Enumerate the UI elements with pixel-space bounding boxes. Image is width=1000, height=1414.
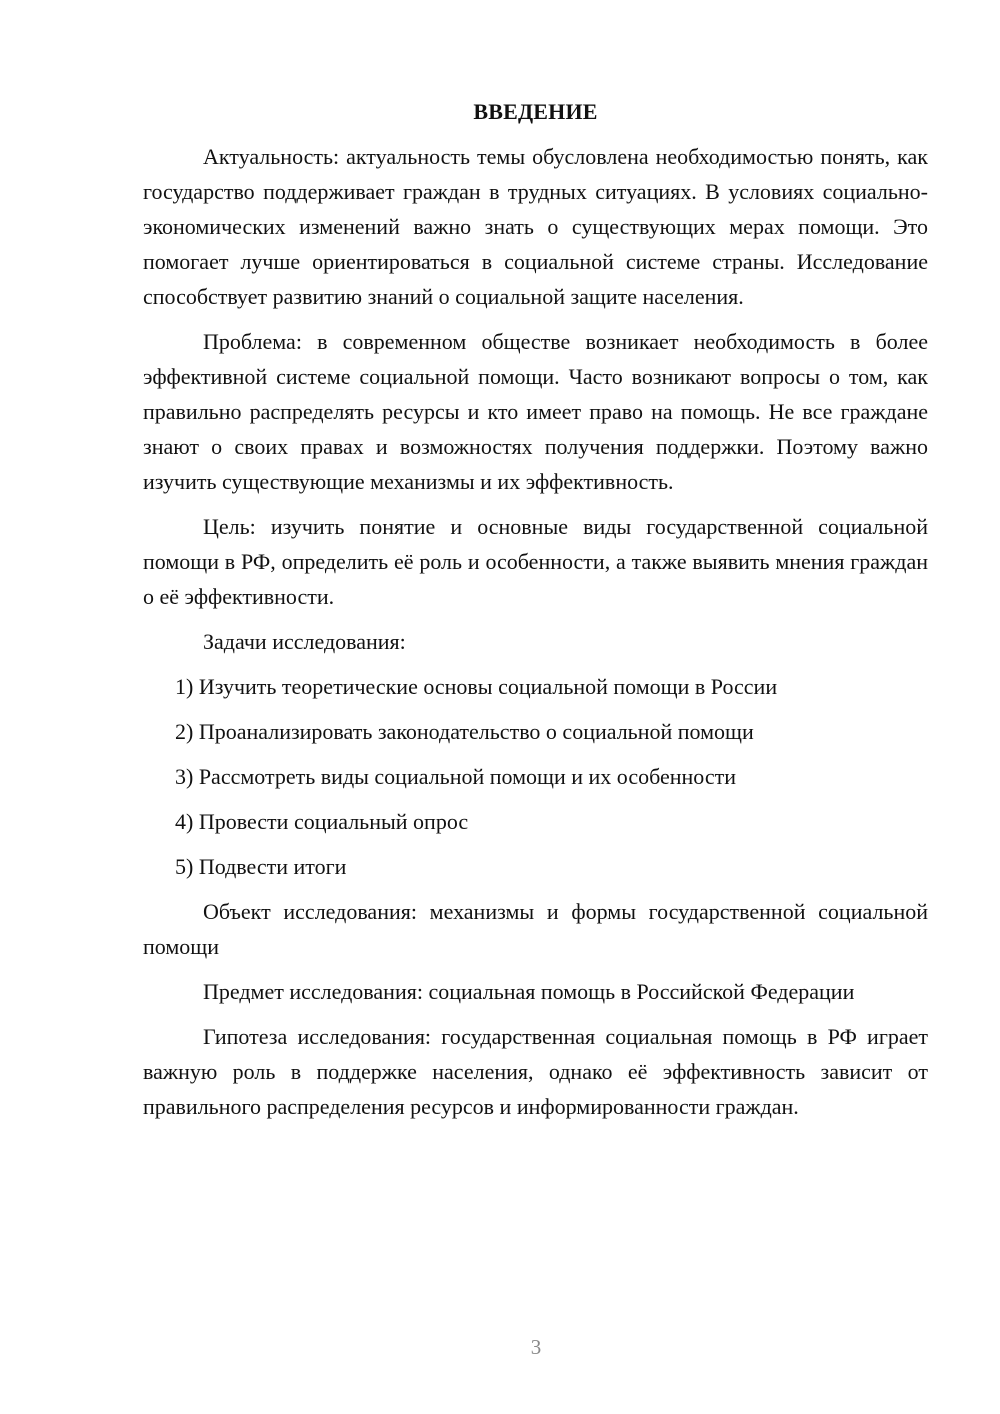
page-number: 3 (530, 1335, 542, 1359)
page-content (143, 94, 928, 1134)
problem-paragraph: Проблема: в современном обществе возникает необходимость в более эффективной системе социальной помощи. Часто возникают вопросы о том, как правильно распределять ресурсы и кто имеет право на помощь. Не все граждане знают о своих правах и возможностях получения поддержки. Поэтому важно изучить существующие механизмы и их эффективность. (143, 329, 928, 494)
tasks-list (143, 669, 928, 884)
relevance-paragraph: Актуальность: актуальность темы обусловлена необходимостью понять, как государство поддерживает граждан в трудных ситуациях. В условиях социально-экономических изменений важно знать о существующих мерах помощи. Это помогает лучше ориентироваться в социальной системе страны. Исследование способствует развитию знаний о социальной защите населения. (143, 144, 928, 309)
subject-paragraph: Предмет исследования: социальная помощь в Российской Федерации (203, 979, 855, 1004)
list-item: 4) Провести социальный опрос (175, 809, 469, 834)
list-item: 1) Изучить теоретические основы социальной помощи в России (175, 674, 778, 699)
goal-paragraph: Цель: изучить понятие и основные виды государственной социальной помощи в РФ, определить её роль и особенности, а также выявить мнения граждан о её эффективности. (143, 514, 928, 609)
hypothesis-paragraph: Гипотеза исследования: государственная социальная помощь в РФ играет важную роль в поддержке населения, однако её эффективность зависит от правильного распределения ресурсов и информированности граждан. (143, 1024, 928, 1119)
list-item: 3) Рассмотреть виды социальной помощи и их особенности (175, 764, 737, 789)
section-heading: ВВЕДЕНИЕ (473, 99, 598, 124)
object-paragraph: Объект исследования: механизмы и формы государственной социальной помощи (143, 899, 928, 959)
tasks-title: Задачи исследования: (203, 629, 406, 654)
list-item: 2) Проанализировать законодательство о социальной помощи (175, 719, 754, 744)
list-item: 5) Подвести итоги (175, 854, 347, 879)
